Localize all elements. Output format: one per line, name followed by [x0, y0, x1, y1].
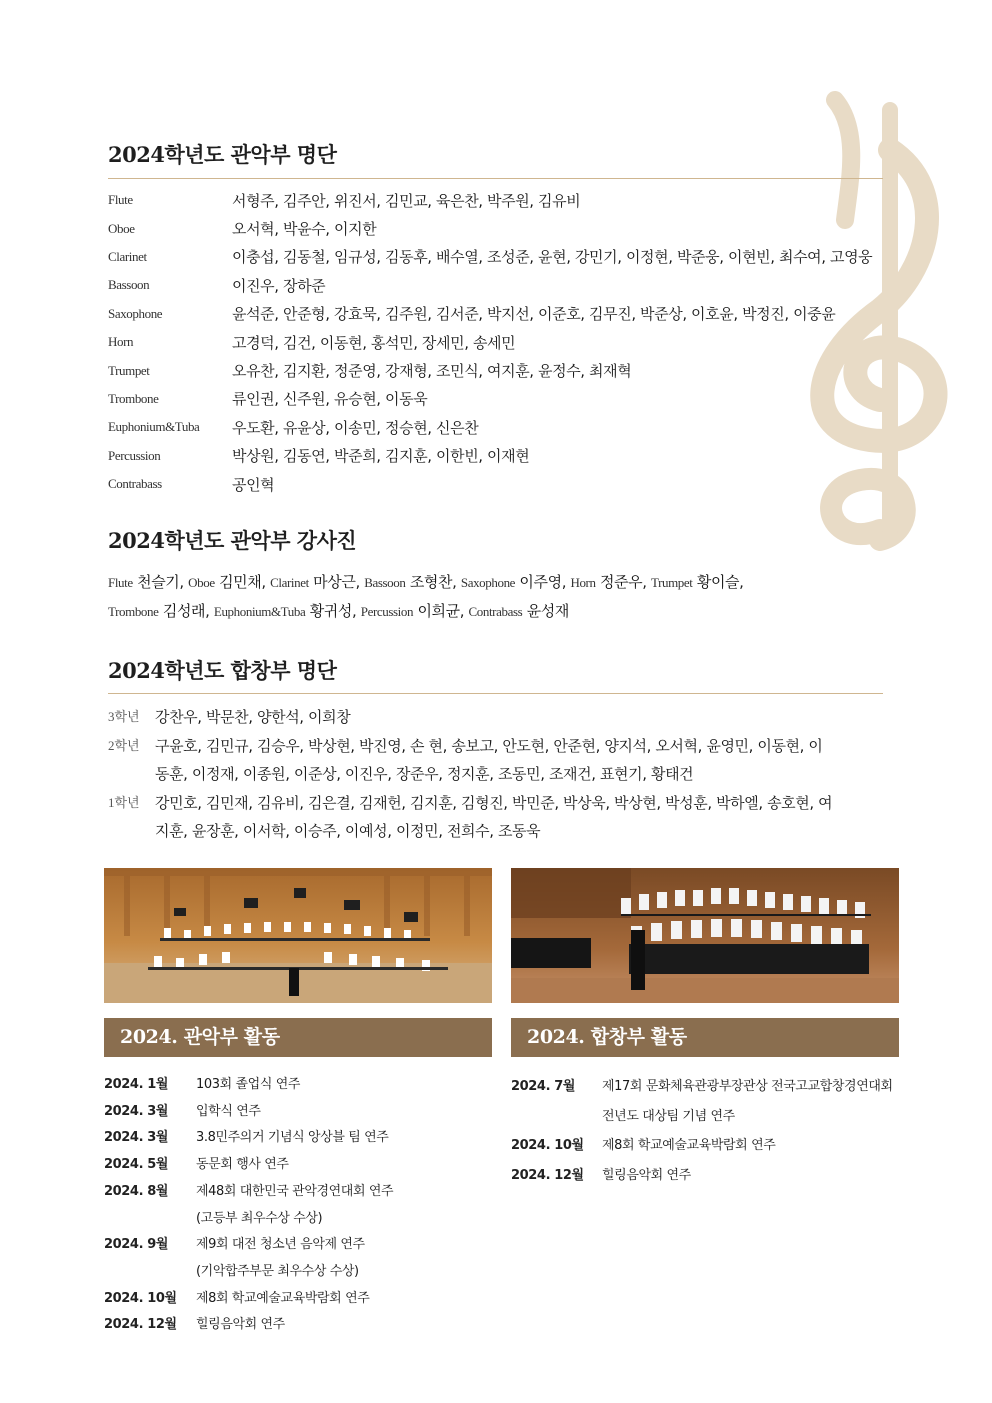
- instrument-label: Contrabass: [108, 476, 162, 492]
- grade-row: [108, 789, 868, 846]
- grade-row: [108, 732, 868, 789]
- teacher-name: 윤성재: [526, 602, 569, 620]
- roster-row: [108, 300, 908, 328]
- member-names: 우도환, 유윤상, 이송민, 정승현, 신은찬: [232, 418, 479, 437]
- teacher-name: 김성래: [162, 602, 206, 620]
- teacher-instrument: Euphonium&Tuba: [213, 604, 306, 619]
- activity-text: 제48회 대한민국 관악경연대회 연주: [196, 1183, 394, 1199]
- roster-row: [108, 413, 908, 441]
- teacher-name: 이희균: [417, 602, 460, 620]
- activity-date: 2024. 10월: [511, 1138, 584, 1153]
- grade-label: 3학년: [108, 709, 140, 724]
- activity-text: 제9회 대전 청소년 음악제 연주: [196, 1237, 365, 1253]
- roster-row: [108, 470, 908, 498]
- teacher-instrument: Bassoon: [364, 575, 406, 590]
- band-roster-table: [108, 186, 908, 498]
- teacher-instrument: Percussion: [360, 604, 414, 619]
- activity-text: 힐링음악회 연주: [602, 1167, 691, 1183]
- activity-row: [104, 1286, 492, 1313]
- choir-activities-header: 2024. 합창부 활동: [511, 1018, 899, 1057]
- teacher-name: 이주영: [519, 573, 562, 591]
- instrument-label: Horn: [108, 334, 134, 350]
- activity-text: 103회 졸업식 연주: [196, 1077, 301, 1092]
- activity-date: 2024. 12월: [104, 1317, 177, 1333]
- activity-text: 제8회 학교예술교육박람회 연주: [196, 1290, 370, 1306]
- activity-text: (고등부 최우수상 수상): [196, 1210, 323, 1226]
- roster-row: [108, 214, 908, 242]
- activity-row: [104, 1259, 492, 1286]
- activity-text: 전년도 대상팀 기념 연주: [602, 1108, 735, 1124]
- activity-date: 2024. 1월: [104, 1077, 169, 1092]
- member-names: 박상원, 김동연, 박준희, 김지훈, 이한빈, 이재현: [232, 447, 530, 466]
- activity-row: [511, 1131, 911, 1161]
- activity-text: 제17회 문화체육관광부장관상 전국고교합창경연대회: [602, 1079, 893, 1094]
- grade-names: 강민호, 김민재, 김유비, 김은결, 김재헌, 김지훈, 김형진, 박민준, 박상욱, 박상현, 박성훈, 박하엘, 송호현, 여지훈, 윤장훈, 이서학, 이승주, 이예성, 이정민, 전희수, 조동욱: [155, 793, 833, 840]
- activity-row: [104, 1179, 492, 1206]
- activity-text: 입학식 연주: [196, 1103, 261, 1119]
- activity-date: 2024. 10월: [104, 1290, 177, 1306]
- choir-activities-list: [511, 1072, 911, 1190]
- teacher-instrument: Clarinet: [270, 575, 309, 590]
- teacher-instrument: Trumpet: [650, 575, 693, 590]
- member-names: 고경덕, 김건, 이동현, 홍석민, 장세민, 송세민: [232, 333, 516, 352]
- activity-row: [104, 1312, 492, 1339]
- band-roster-rule: [108, 178, 883, 179]
- grade-label: 1학년: [108, 794, 140, 810]
- activity-row: [104, 1099, 492, 1126]
- activity-text: 제8회 학교예술교육박람회 연주: [602, 1138, 776, 1153]
- activity-date: 2024. 3월: [104, 1103, 169, 1119]
- member-names: 윤석준, 안준형, 강효묵, 김주원, 김서준, 박지선, 이준호, 김무진, 박준상, 이호윤, 박정진, 이중윤: [232, 305, 836, 324]
- instrument-label: Euphonium&Tuba: [108, 419, 200, 435]
- activity-row: [104, 1206, 492, 1233]
- activity-text: (기악합주부문 최우수상 수상): [196, 1263, 359, 1279]
- activity-text: 동문회 행사 연주: [196, 1157, 289, 1173]
- instrument-label: Clarinet: [108, 248, 147, 264]
- activity-row: [104, 1125, 492, 1152]
- instrument-label: Oboe: [108, 220, 135, 236]
- teacher-name: 조형찬: [409, 573, 453, 591]
- activity-row: [104, 1152, 492, 1179]
- teacher-instrument: Saxophone: [460, 575, 516, 590]
- activity-date: [511, 1102, 602, 1132]
- grade-label: 2학년: [108, 737, 140, 753]
- instrument-label: Saxophone: [108, 305, 163, 321]
- instrument-label: Bassoon: [108, 277, 150, 293]
- roster-row: [108, 442, 908, 470]
- grade-row: [108, 703, 868, 732]
- activity-text: 3.8민주의거 기념식 앙상블 팀 연주: [196, 1130, 389, 1146]
- activity-date: 2024. 9월: [104, 1237, 169, 1253]
- member-names: 류인권, 신주원, 유승현, 이동욱: [232, 390, 428, 409]
- teacher-name: 김민채: [219, 573, 262, 591]
- activity-date: [104, 1206, 196, 1233]
- teacher-instrument: Contrabass: [468, 604, 523, 619]
- teacher-instrument: Oboe: [188, 575, 215, 590]
- teacher-name: 마상근: [313, 573, 356, 591]
- activity-date: 2024. 7월: [511, 1079, 576, 1094]
- instrument-label: Flute: [108, 192, 133, 208]
- activity-date: 2024. 3월: [104, 1130, 169, 1146]
- instrument-label: Trumpet: [108, 362, 150, 378]
- roster-row: [108, 328, 908, 356]
- member-names: 오유찬, 김지환, 정준영, 강재형, 조민식, 여지훈, 윤정수, 최재혁: [232, 362, 632, 381]
- band-photo: [104, 868, 492, 1003]
- teacher-instrument: Flute: [108, 575, 133, 590]
- roster-row: [108, 186, 908, 214]
- activity-text: 힐링음악회 연주: [196, 1317, 285, 1333]
- member-names: 이충섭, 김동철, 임규성, 김동후, 배수열, 조성준, 윤현, 강민기, 이정현, 박준웅, 이현빈, 최수여, 고영웅: [232, 248, 873, 267]
- choir-roster-list: [108, 703, 868, 846]
- choir-roster-rule: [108, 693, 883, 694]
- activity-row: [511, 1072, 911, 1102]
- instrument-label: Trombone: [108, 390, 159, 406]
- teacher-name: 황이슬: [696, 573, 740, 591]
- teacher-name: 황귀성: [309, 602, 352, 620]
- band-teachers-title: 2024학년도 관악부 강사진: [108, 528, 357, 553]
- choir-roster-title: 2024학년도 합창부 명단: [108, 658, 337, 683]
- activity-row: [511, 1102, 911, 1132]
- teacher-name: 천슬기: [137, 573, 180, 591]
- activity-date: [104, 1259, 196, 1286]
- teacher-name: 정준우: [599, 573, 643, 591]
- teacher-instrument: Horn: [570, 575, 596, 590]
- roster-row: [108, 356, 908, 384]
- instrument-label: Percussion: [108, 447, 161, 463]
- activity-date: 2024. 12월: [511, 1167, 584, 1183]
- roster-row: [108, 243, 908, 271]
- member-names: 이진우, 장하준: [232, 276, 326, 295]
- teacher-instrument: Trombone: [108, 604, 159, 619]
- band-teachers-list: Flute 천슬기, Oboe 김민채, Clarinet 마상근, Bassoon 조형찬, Saxophone 이주영, Horn 정준우, Trumpet 황이슬, Trombone 김성래, Euphonium&Tuba 황귀성, Percussion 이희균, Contrabass 윤성재: [108, 573, 744, 620]
- band-roster-title: 2024학년도 관악부 명단: [108, 142, 337, 167]
- activity-row: [511, 1161, 911, 1191]
- member-names: 공인혁: [232, 475, 275, 494]
- member-names: 서형주, 김주안, 위진서, 김민교, 육은찬, 박주원, 김유비: [232, 191, 581, 210]
- member-names: 오서혁, 박윤수, 이지한: [232, 220, 377, 239]
- activity-row: [104, 1232, 492, 1259]
- activity-row: [104, 1072, 492, 1099]
- activity-date: 2024. 8월: [104, 1183, 169, 1199]
- roster-row: [108, 271, 908, 299]
- grade-names: 구윤호, 김민규, 김승우, 박상현, 박진영, 손 현, 송보고, 안도현, 안준현, 양지석, 오서혁, 윤영민, 이동현, 이동훈, 이정재, 이종원, 이준상, 이진우, 장준우, 정지훈, 조동민, 조재건, 표현기, 황태건: [155, 736, 823, 783]
- choir-photo: [511, 868, 899, 1003]
- band-activities-header: 2024. 관악부 활동: [104, 1018, 492, 1057]
- activity-date: 2024. 5월: [104, 1157, 169, 1173]
- grade-names: 강찬우, 박문찬, 양한석, 이희창: [155, 708, 351, 726]
- roster-row: [108, 385, 908, 413]
- band-activities-list: [104, 1072, 492, 1339]
